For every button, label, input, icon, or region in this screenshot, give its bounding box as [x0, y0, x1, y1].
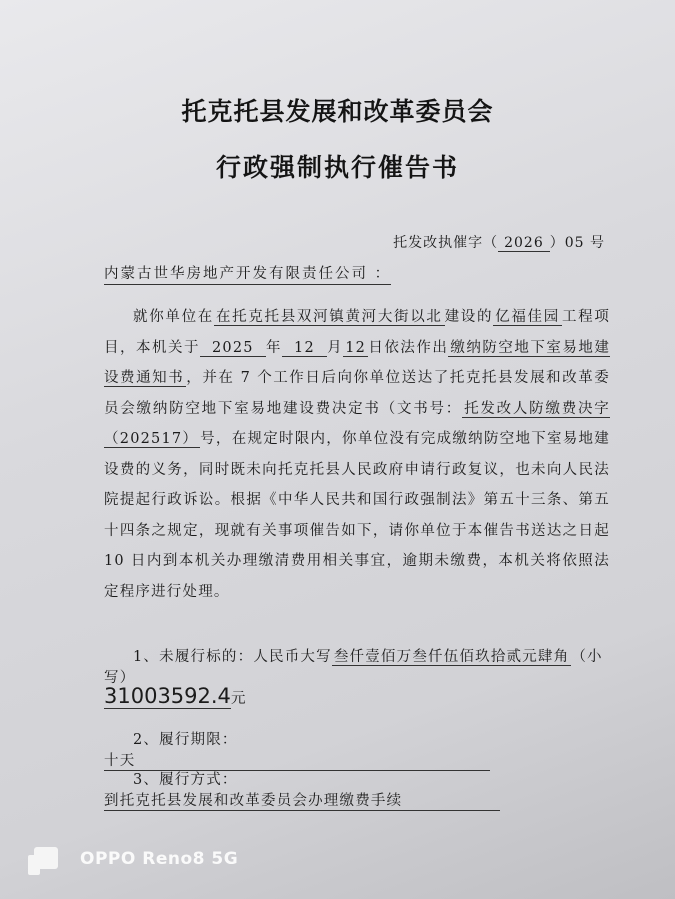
project-location: 在托克托县双河镇黄河大街以北	[215, 309, 443, 325]
notice-name: 缴纳防空地下室易地建设费通知书	[104, 339, 611, 386]
decision-month: 12	[282, 340, 327, 357]
amount-uppercase: 叁仟壹佰万叁仟伍佰玖拾贰元肆角	[333, 649, 570, 665]
body-text	[104, 302, 610, 607]
camera-watermark: OPPO Reno8 5G	[28, 843, 238, 875]
body-paragraph: 就你单位在 在托克托县双河镇黄河大街以北 建设的 亿福佳园 工程项目，本机关于 2025 年 12 月 12 日依法作出 缴纳防空地下室易地建设费通知书 ，并在 7 个工作日后向你单位送达了托克托县发展和改革委员会缴纳防空地下室易地建设费决定书（文书号： 托发改人防缴费决字（202517） 号，在规定时限内，你单位没有完成缴纳防空地下室易地建设费的义务，同时既未向托克托县人民政府申请行政复议，也未向人民法院提起行政诉讼。根据《中华人民共和国行政强制法》第五十三条、第五十四条之规定，现就有关事项催告如下，请你单位于本催告书送达之日起 10 日内到本机关办理缴清费用相关事宜，逾期未缴费，本机关将依照法定程序进行处理。	[104, 309, 611, 600]
camera-logo-icon	[28, 843, 66, 875]
performance-method: 到托克托县发展和改革委员会办理缴费手续	[104, 789, 500, 811]
decision-doc-number: 托发改人防缴费决字（202517）	[104, 400, 610, 447]
item-1: 1、未履行标的：人民币大写 叁仟壹佰万叁仟伍佰玖拾贰元肆角 （小写）	[104, 649, 603, 686]
document-number: 托发改执催字（ 2026 ）05 号	[393, 235, 605, 251]
item-3: 3、履行方式：到托克托县发展和改革委员会办理缴费手续	[104, 768, 614, 811]
performance-period: 十天	[104, 749, 490, 771]
decision-day: 12	[345, 339, 367, 356]
decision-year: 2025	[200, 340, 266, 357]
item-1-amount: 31003592.4元	[104, 684, 247, 708]
amount-numeric: 31003592.4	[104, 684, 231, 708]
document-title: 行政强制执行催告书	[215, 153, 459, 182]
item-2: 2、履行期限：十天	[104, 728, 614, 771]
issuer-title: 托克托县发展和改革委员会	[181, 97, 494, 126]
addressee: 内蒙古世华房地产开发有限责任公司 ：	[104, 262, 391, 285]
document-number-year: 2026	[498, 235, 550, 252]
project-name: 亿福佳园	[495, 309, 560, 325]
